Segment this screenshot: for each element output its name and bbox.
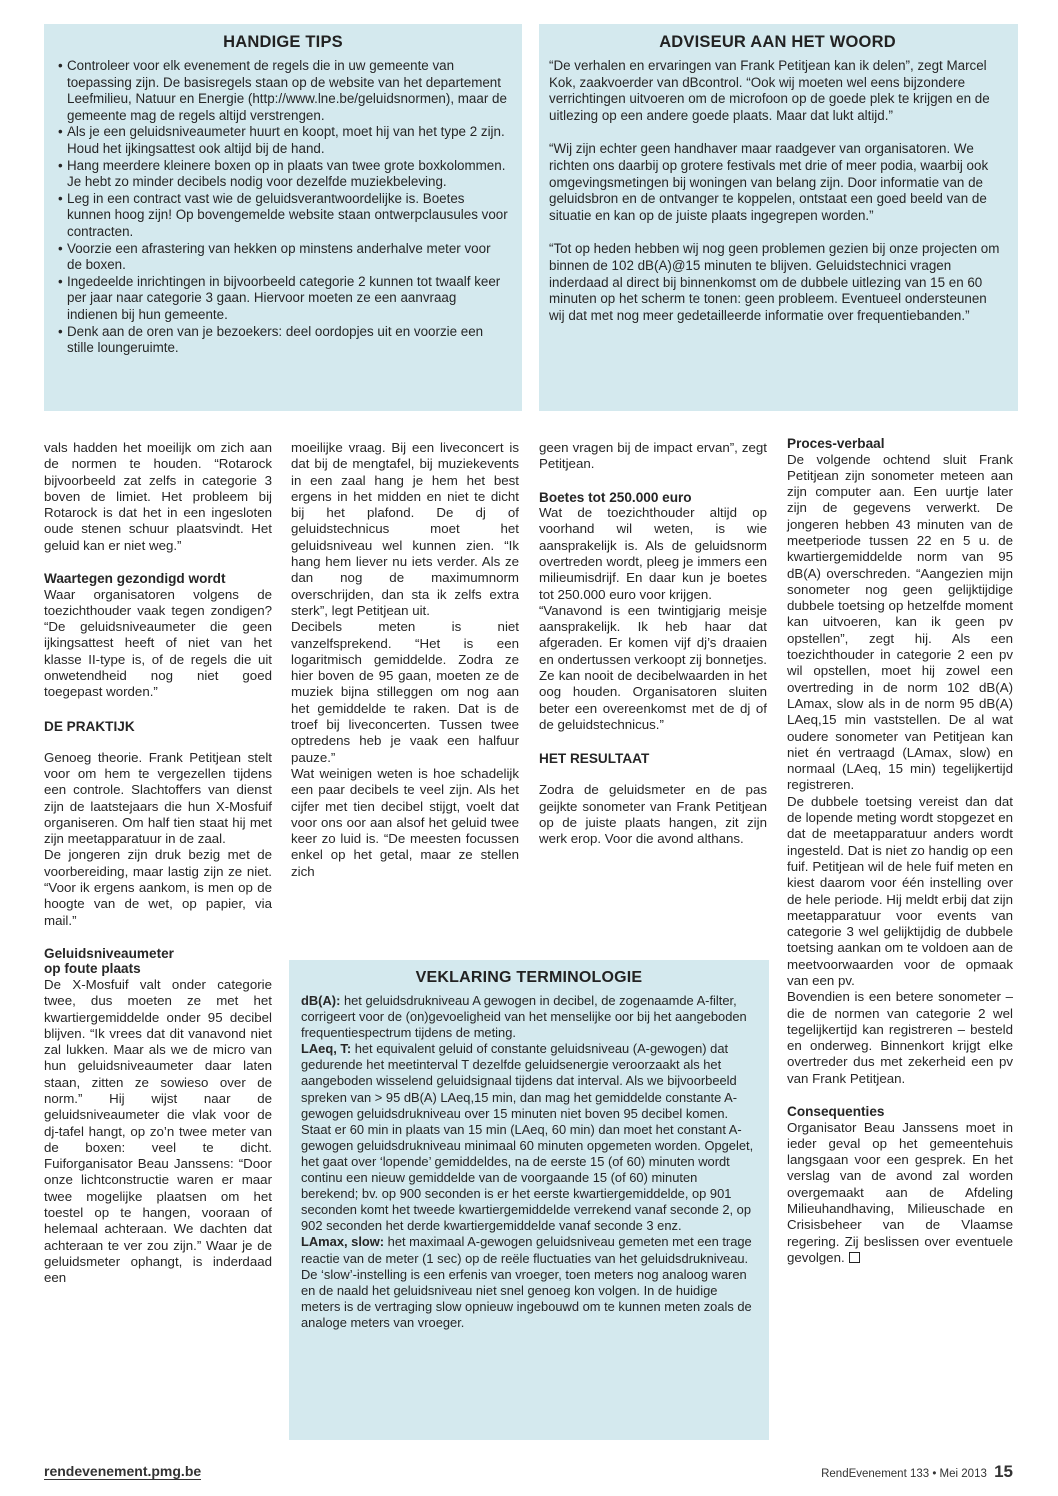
paragraph: Genoeg theorie. Frank Petitjean stelt voor om hem te vergezellen tijdens een controle. Slachtoffers van dienst zijn de laatstejaars die hun X-Mosfuif organiseren. Om half tien staat hij met zijn meetapparatuur in de zaal. <box>44 749 272 847</box>
subheading-boetes: Boetes tot 250.000 euro <box>539 489 692 505</box>
subheading-consequenties: Consequenties <box>787 1104 885 1120</box>
term-definition: het maximaal A-gewogen geluidsniveau gemeten met een trage reactie van de meter (1 sec) op de reële fluctuaties van het geluidsdrukniveau. De ‘slow’-instelling is een erfenis van vroeger, toen meters nog analoog waren en de naald het geluidsniveau niet snel genoeg kon volgen. In de huidige meters is de vertraging slow opnieuw ingebouwd om te kunnen meten zoals de analoge meters van vroeger. <box>301 1234 752 1330</box>
paragraph: Decibels meten is niet vanzelfsprekend. “Het is een logaritmisch gemiddelde. Zodra ze hier boven de 95 gaan, moeten ze de muziek bijna stilleggen om nog aan het gemiddelde te raken. Dat is de troef bij liveconcerten. Tussen twee optredens heb je vaak een halfuur pauze.” <box>291 619 519 765</box>
paragraph: vals hadden het moeilijk om zich aan de normen te houden. “Rotarock bijvoorbeeld zat zelfs in categorie 3 boven de limiet. Het probleem bij Rotarock is dat het in een ingesloten oude stenen schuur plaatsvindt. Het geluid kan er niet weg.” <box>44 440 272 553</box>
terminology-title: VEKLARING TERMINOLOGIE <box>415 969 643 986</box>
page-number: 15 <box>994 1462 1013 1481</box>
terminology-body <box>301 993 757 1331</box>
tips-box <box>44 24 522 411</box>
footer-issue: RendEvenement 133 • Mei 2013 <box>821 1468 987 1480</box>
adviser-paragraph: “Wij zijn echter geen handhaver maar raadgever van organisatoren. We richten ons daarbij op grotere festivals met drie of meer podia, waarbij ook omgevingsmetingen bij woningen van belang zijn. Door informatie van de geluidsbron en de ontvanger te koppelen, ontstaat een goed beeld van de situatie en kan op de juiste plaats ingegrepen worden.” <box>549 141 989 223</box>
paragraph: “Vanavond is een twintigjarig meisje aansprakelijk. Ik heb haar dat afgeraden. Er komen vijf dj’s draaien en ondertussen verkoopt zij bonnetjes. Ze kan nooit de decibelwaarden in het oog houden. Organisatoren sluiten beter een overeenkomst met de dj of de geluidstechnicus.” <box>539 602 767 732</box>
paragraph: Waar organisatoren volgens de toezichthouder vaak tegen zondigen? “De geluidsniveaumeter die geen ijkingsattest heeft of niet van het klasse II-type is, of de regels die uit onwetendheid nog niet goed toegepast worden.” <box>44 586 272 700</box>
paragraph: De X-Mosfuif valt onder categorie twee, dus moeten ze met het kwartiergemiddelde onder 95 decibel blijven. “Ik vrees dat dit vanavond niet zal lukken. Maar als we de micro van hun geluidsniveaumeter daar laten staan, zitten ze sowieso over de norm.” Hij wijst naar de geluidsniveaumeter die vlak voor de dj-tafel hangt, op zo’n twee meter van de boxen: veel te dicht. Fuiforganisator Beau Janssens: “Door onze lichtconstructie waren er maar twee mogelijke plaatsen om het toestel op te hangen, vooraan of helemaal achteraan. We dachten dat achteraan te ver zou zijn.” Waar je de geluidsmeter ophangt, is inderdaad een <box>44 976 272 1286</box>
article-column-1 <box>44 440 272 1287</box>
paragraph-text: Organisator Beau Janssens moet in ieder geval op het gemeentehuis langsgaan voor een gesprek. En het verslag van de avond zal worden overgemaakt aan de Afdeling Milieuhandhaving, Milieuschade en Crisisbeheer van de Vlaamse regering. Zij beslissen over eventuele gevolgen. <box>787 1119 1013 1265</box>
tip-item: • Ingedeelde inrichtingen in bijvoorbeeld categorie 2 kunnen tot twaalf keer per jaar naar categorie 3 gaan. Hiervoor moeten ze een aanvraag indienen bij hun gemeente. <box>58 274 508 324</box>
subheading-waartegen: Waartegen gezondigd wordt <box>44 571 226 587</box>
term-laeq: LAeq, T: <box>301 1041 352 1057</box>
terminology-box <box>289 960 769 1440</box>
paragraph: Zodra de geluidsmeter en de pas geijkte sonometer van Frank Petitjean op de juiste plaats hangen, zit zijn werk erop. Voor die avond althans. <box>539 782 767 847</box>
term-definition: het equivalent geluid of constante geluidsniveau (A-gewogen) dat gedurende het meetinterval T dezelfde geluidsenergie veroorzaakt als het aangeboden wisselend geluidsignaal tijdens dat interval. Als we bijvoorbeeld spreken van > 95 dB(A) LAeq,15 min, dan mag het gemiddelde constante A-gewogen geluidsdrukniveau over 15 minuten niet boven 95 decibel komen. Staat er 60 min in plaats van 15 min (LAeq, 60 min) dan moet het constant A-gewogen geluidsdrukniveau minimaal 60 minuten opgemeten worden. Opgelet, het gaat over ‘lopende’ gemiddeldes, na de eerste 15 (of 60) minuten wordt continu een nieuw gemiddelde van de voorgaande 15 (of 60) minuten berekend; bv. op 900 seconden is er het eerste kwartiergemiddelde, op 901 seconden komt het tweede kwartiergemiddelde verrekend vanaf seconde 2, op 902 seconden het derde kwartiergemiddelde vanaf seconde 3 enz. <box>301 1041 754 1234</box>
subheading-meter-line2: op foute plaats <box>44 961 141 977</box>
paragraph: Wat de toezichthouder altijd op voorhand wil weten, is wie aansprakelijk is. Als de geluidsnorm overtreden wordt, pleeg je immers een milieumisdrijf. En daar kun je boetes tot 250.000 euro voor krijgen. <box>539 505 767 602</box>
paragraph: De jongeren zijn druk bezig met de voorbereiding, maar lastig zijn ze niet. “Voor ik ergens aankom, is men op de hoogte van de wet, op papier, via mail.” <box>44 847 272 928</box>
tip-item: • Controleer voor elk evenement de regels die in uw gemeente van toepassing zijn. De basisregels staan op de website van het departement Leefmilieu, Natuur en Energie (http://www.lne.be/geluidsnormen), maar de gemeente mag de regels altijd verstrengen. <box>58 58 508 124</box>
article-column-4 <box>787 436 1013 1266</box>
paragraph: De volgende ochtend sluit Frank Petitjean zijn sonometer meteen aan zijn computer aan. Een uurtje later zijn de gegevens verwerkt. De jongeren hebben 43 minuten van de meetperiode tussen 22 en 5 u. de kwartiergemiddelde norm van 95 dB(A) overschreden. “Aangezien mijn sonometer nog geen gelijktijdige dubbele toetsing op hetzelfde moment kan uitvoeren, kan ik geen pv opstellen”, zegt hij. Als een toezichthouder in categorie 2 een pv wil opstellen, moet hij zowel een overtreding in de norm 102 dB(A) LAmax, slow als in de norm 95 dB(A) LAeq,15 min vaststellen. De al wat oudere sonometer van Petitjean kan niet én vertraagd (LAmax, slow) en normaal (LAeq, 15 min) tegelijkertijd registreren. <box>787 451 1013 793</box>
paragraph: De dubbele toetsing vereist dan dat de lopende meting wordt stopgezet en dat de meetapparatuur anders wordt ingesteld. Dat is niet zo handig op een fuif. Petitjean wil de hele fuif meten en kiest daarom voor één instelling over de hele periode. Hij meldt erbij dat zijn meetapparatuur voor events van categorie 3 wel gelijktijdig de dubbele toetsing aankan om te voldoen aan de meetvoorwaarden voor de opmaak van een pv. <box>787 793 1013 988</box>
term-lamax: LAmax, slow: <box>301 1234 385 1250</box>
footer-issue-info <box>821 1462 1013 1482</box>
term-definition: het geluidsdrukniveau A gewogen in decibel, de zogenaamde A-filter, corrigeert voor de (on)gevoeligheid van het menselijke oor bij het aangeboden frequentiespectrum tijdens de meting. <box>301 993 747 1041</box>
tip-item: • Denk aan de oren van je bezoekers: deel oordopjes uit en voorzie een stille loungeruimte. <box>58 324 508 357</box>
tips-list <box>58 58 508 357</box>
tips-title: HANDIGE TIPS <box>223 33 343 51</box>
paragraph <box>787 1120 1013 1267</box>
subheading-meter-line1: Geluidsniveaumeter <box>44 945 174 961</box>
section-heading-resultaat: HET RESULTAAT <box>539 751 650 767</box>
section-heading-praktijk: DE PRAKTIJK <box>44 718 135 734</box>
tip-item: • Als je een geluidsniveaumeter huurt en koopt, moet hij van het type 2 zijn. Houd het ijkingsattest ook altijd bij de hand. <box>58 124 508 157</box>
paragraph: Bovendien is een betere sonometer – die de normen van categorie 2 wel tegelijkertijd kan registreren – besteld en onderweg. Binnenkort krijgt elke overtreder dus met zekerheid een pv van Frank Petitjean. <box>787 989 1013 1086</box>
adviser-paragraph: “Tot op heden hebben wij nog geen problemen gezien bij onze projecten om binnen de 102 dB(A)@15 minuten te blijven. Geluidstechnici vragen inderdaad al direct bij binnenkomst om de dubbele uitlezing van 15 en 60 minuten op het scherm te tonen: geen probleem. Eventueel ondersteunen wij dat met nog meer gedetailleerde informatie over frequentiebanden.” <box>549 241 1000 323</box>
tip-item: • Leg in een contract vast wie de geluidsverantwoordelijke is. Boetes kunnen hoog zijn! Op bovengemelde website staan ontwerpclausules voor contracten. <box>58 191 508 241</box>
footer-website[interactable]: rendevenement.pmg.be <box>44 1463 202 1479</box>
paragraph: geen vragen bij de impact ervan”, zegt Petitjean. <box>539 440 767 472</box>
adviser-title: ADVISEUR AAN HET WOORD <box>659 33 896 51</box>
tip-item: • Voorzie een afrastering van hekken op minstens anderhalve meter voor de boxen. <box>58 241 508 274</box>
article-column-3 <box>539 440 767 847</box>
paragraph: Wat weinigen weten is hoe schadelijk een paar decibels te veel zijn. Als het cijfer met tien decibel stijgt, voelt dat voor ons oor aan alsof het geluid twee keer zo luid is. “De meesten focussen enkel op het getal, maar ze stellen zich <box>291 765 519 879</box>
tip-item: • Hang meerdere kleinere boxen op in plaats van twee grote boxkolommen. Je hebt zo minder decibels nodig voor dezelfde muziekbeleving. <box>58 158 508 191</box>
adviser-box <box>539 24 1018 411</box>
end-of-article-icon <box>849 1252 860 1263</box>
subheading-proces-verbaal: Proces-verbaal <box>787 436 885 451</box>
adviser-paragraph: “De verhalen en ervaringen van Frank Petitjean kan ik delen”, zegt Marcel Kok, zaakvoerder van dBcontrol. “Ook wij moeten wel eens bijzondere verrichtingen uitvoeren om de microfoon op de goede plek te krijgen en de uitlezing op een andere goede plaats. Maar dat lukt altijd.” <box>549 58 990 123</box>
term-dba: dB(A): <box>301 993 341 1008</box>
subheading-meter <box>44 946 272 977</box>
article-column-2 <box>291 440 519 880</box>
paragraph: moeilijke vraag. Bij een liveconcert is dat bij de mengtafel, bij muziekevents in een zaal hang je hem het best ergens in het midden en niet te dicht bij het plafond. De dj of geluidstechnicus moet het geluidsniveau wel kunnen zien. “Ik hang hem liever nu iets verder. Als ze dan nog de maximumnorm overschrijden, dan sta ik zelfs extra sterk”, legt Petitjean uit. <box>291 440 519 618</box>
